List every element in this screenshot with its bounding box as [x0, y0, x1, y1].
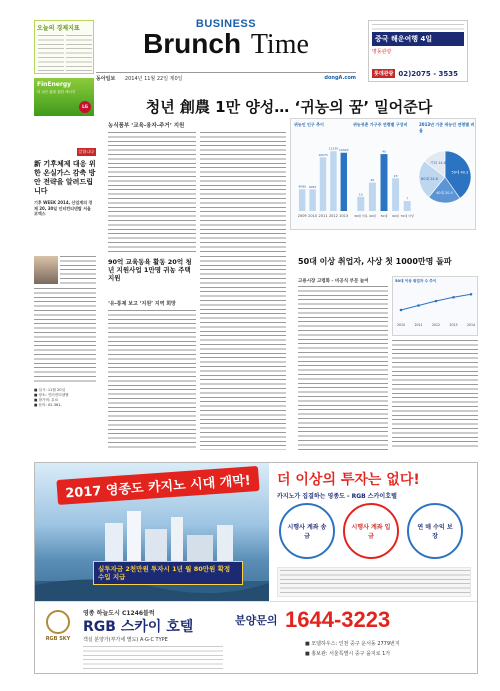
- hotel-name: RGB 스카이 호텔: [83, 619, 194, 635]
- ad-bubble: 시행사 계좌 입금: [343, 503, 399, 559]
- main-body-col-1: [108, 132, 196, 252]
- tick-label: 70대 이상: [400, 214, 414, 218]
- today-indicators-label: 오늘의 경제지표: [37, 25, 80, 32]
- issue-bar: [96, 72, 356, 82]
- data-label: 7: [406, 196, 409, 201]
- second-chart-title: 50대 이상 취업자 수 추이: [395, 279, 437, 283]
- data-label: 40: [382, 149, 386, 154]
- travel-ad-phone: 02)2075 - 3535: [398, 69, 459, 78]
- bar: [369, 183, 376, 211]
- bar: [320, 157, 326, 211]
- side-headline: 90억 교육동육 활동 20억 청년 지원사업 1만명 귀농 주택 지원: [108, 258, 192, 282]
- announcement-info: [34, 388, 96, 408]
- left-announcement: [34, 148, 96, 448]
- data-label: 10923: [339, 148, 349, 153]
- info-line: ■ 문의: 02-361-: [34, 403, 62, 407]
- slice-label: 50대 40.3: [451, 170, 469, 175]
- second-headline: 50대 이상 취업자, 사상 첫 1000만명 돌파: [298, 257, 452, 266]
- travel-ad-title: 중국 해운여행 4일: [372, 32, 464, 46]
- indicator-list-right: [66, 35, 92, 71]
- data-point: [452, 296, 455, 299]
- city-skyline-image: [35, 503, 269, 601]
- second-subheadline: 고용시장 고령화 - 비공식 부문 늘어: [298, 279, 369, 284]
- brand-wordmark: [96, 30, 356, 59]
- tick-label: 60대: [392, 214, 399, 218]
- ad-title-b: 더 이상의 투자는 없다!: [277, 472, 420, 488]
- travel-ad-company: 롯데관광: [374, 71, 394, 77]
- data-label: 4067: [308, 184, 317, 189]
- info-line: ■ 장소: 인터컨티넨탈: [34, 393, 69, 397]
- data-label: 10075: [318, 152, 328, 157]
- bar: [299, 189, 305, 211]
- brand-business: BUSINESS: [195, 18, 257, 30]
- tick-label: 2010: [396, 323, 406, 327]
- second-chart-box: [392, 276, 478, 336]
- tick-label: 2014: [466, 323, 476, 327]
- brand-time: Time: [250, 29, 309, 60]
- bar-chart-farmers: [298, 147, 349, 218]
- energy-ad-brand: FinEnergy: [37, 81, 72, 88]
- indicator-list-left: [38, 35, 64, 71]
- info-line: ■ 일시: 11월 20일: [34, 388, 66, 392]
- data-label: 20: [370, 178, 375, 183]
- ad-hotel-line: 카지노가 집결하는 영종도 - RGB 스카이호텔: [277, 493, 397, 500]
- bar: [392, 178, 399, 211]
- slice-label: 40대 20.5: [436, 190, 453, 195]
- info-line: ■ 참가비: 무료: [34, 398, 59, 402]
- tick-label: 2011: [318, 214, 328, 218]
- top-right-travel-ad[interactable]: [368, 20, 468, 82]
- chart-svg: [291, 129, 477, 229]
- announcement-intro: [60, 256, 96, 284]
- ad-banner-right: [269, 463, 478, 601]
- section-title: ‘유-통제 보고 ‘지원’ 지역 희망: [108, 301, 176, 307]
- lg-logo: LG: [79, 101, 91, 113]
- brand-brunch: Brunch: [143, 28, 242, 59]
- bar: [381, 154, 388, 211]
- sale-phone[interactable]: 1644-3223: [285, 607, 391, 632]
- announcement-date: 기후 WEEK 2014, 산업계의 경제 20, 30일 인터컨티넨탈 서울 코엑스: [34, 200, 93, 216]
- data-point: [470, 293, 473, 296]
- bottom-ad[interactable]: [34, 462, 478, 674]
- sale-label: 분양문의: [235, 614, 278, 627]
- main-subheadline: 농식품부 ‘교육-융자-주거’ 지원: [108, 123, 185, 129]
- publisher-name: 동아일보: [96, 76, 116, 82]
- ad-promo-banner: 실투자금 2천만원 투자시 1년 월 80만원 확정 수입 지급: [93, 561, 243, 585]
- ad-fine-print: [277, 567, 471, 597]
- bar: [309, 189, 315, 211]
- site-link[interactable]: dongA.com: [324, 75, 356, 81]
- masthead-title: [96, 18, 356, 68]
- energy-ad-tagline: 더 나은 삶을 위한 에너지: [37, 90, 76, 94]
- travel-ad-footer: [372, 69, 458, 78]
- bar: [357, 197, 364, 211]
- data-label: 10: [358, 192, 363, 197]
- tick-label: 2011: [414, 323, 423, 327]
- data-point: [400, 309, 403, 312]
- tick-label: 2009: [297, 214, 307, 218]
- side-body: [108, 310, 196, 450]
- issue-line: 2014년 11월 22일 제0일: [124, 76, 183, 82]
- data-label: 11220: [328, 146, 339, 151]
- announcement-headline: 新 기후체제 대응 위한 온실가스 감축 방안 전략을 알려드립니다: [34, 160, 96, 195]
- tick-label: 50대: [380, 214, 388, 218]
- second-body-col-2: [392, 340, 478, 450]
- slice-label: 기타 14.6: [430, 161, 446, 166]
- tick-label: 2012: [431, 323, 441, 327]
- main-body-col-3: [200, 256, 286, 450]
- tick-label: 2012: [328, 214, 338, 218]
- data-point: [417, 304, 420, 307]
- main-headline: 청년 創農 1만 양성… ‘귀농의 꿈’ 밀어준다: [145, 98, 433, 116]
- slice-label: 60대 24.6: [421, 177, 438, 182]
- tick-label: 2013: [339, 214, 349, 218]
- tick-label: 2013: [449, 323, 458, 327]
- announcement-photo: [34, 256, 58, 284]
- hotel-logo-text: RGB SKY: [45, 636, 71, 642]
- line-chart-employed: [397, 293, 475, 327]
- data-label: 23: [393, 173, 398, 178]
- ad-bubble: 연 매 수익 보장: [407, 503, 463, 559]
- pie-chart-age-ratio: [419, 151, 471, 203]
- ad-address-2: ■ 홍보관: 서울특별시 중구 을지로 1가: [305, 651, 391, 657]
- hotel-name-small: 영종 하늘도시 C1246블럭: [83, 610, 155, 617]
- main-body-col-2: [200, 132, 286, 252]
- second-body-col-1: [298, 286, 388, 450]
- chart-title-2: 귀농귀촌 가구주 연령별 구성비: [353, 122, 408, 127]
- bar: [341, 153, 347, 211]
- tick-label: 2010: [308, 214, 318, 218]
- hotel-logo: [41, 610, 75, 650]
- data-point: [435, 300, 438, 303]
- hotel-sub: 객실 분양가(부가세 별도) A·G·C TYPE: [83, 637, 168, 643]
- chart-title-3: 2013년 기준 귀농인 연령별 비율: [419, 122, 475, 133]
- hotel-logo-mark: [46, 610, 70, 634]
- ad-bottom-strip: [35, 601, 478, 674]
- ad-title-a: 2017 영종도 카지노 시대 개막!: [56, 466, 259, 505]
- economic-indicators-box: [34, 20, 94, 74]
- data-label: 4080: [298, 184, 307, 189]
- chart-panel: [290, 118, 476, 230]
- tick-label: 40대: [369, 214, 376, 218]
- left-energy-ad[interactable]: [34, 78, 94, 116]
- ad-bubble: 시행사 계좌 송금: [279, 503, 335, 559]
- bar-chart-age-composition: [354, 150, 414, 218]
- ad-banner-left: [35, 463, 269, 601]
- bar: [404, 201, 411, 211]
- hotel-details: [83, 646, 223, 670]
- announcement-body: [34, 288, 96, 383]
- chart-title-1: 귀농인 인구 추이: [294, 122, 324, 127]
- ad-address-1: ■ 모델하우스: 인천 중구 운서동 2779번지: [305, 641, 400, 647]
- ad-small-text: [372, 24, 464, 30]
- announcement-label: 알립니다: [78, 149, 94, 154]
- travel-ad-sub: 명동관광: [372, 49, 392, 55]
- tick-label: 30대 이하: [354, 214, 368, 218]
- bar: [330, 151, 336, 211]
- line-chart-svg: [393, 285, 479, 335]
- ad-bubbles: [279, 503, 463, 559]
